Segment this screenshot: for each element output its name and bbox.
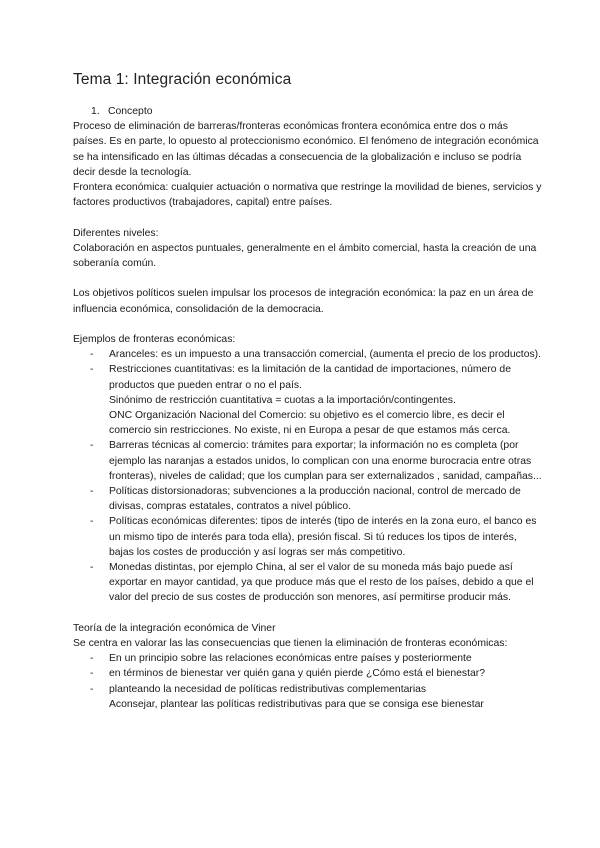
list-item-note: ONC Organización Nacional del Comercio: su objetivo es el comercio libre, es decir el comercio sin restricciones. No existe, ni en Europa a pesar de que estamos más cerca.: [109, 410, 511, 437]
examples-list: [73, 347, 543, 605]
list-item: - En un principio sobre las relaciones económicas entre países y posteriormente: [73, 651, 543, 666]
list-item: - Monedas distintas, por ejemplo China, al ser el valor de su moneda más bajo puede así exportar en mayor cantidad, ya que produce más que el resto de los países, debido a que el valor del precio de sus costes de producción son menores, así permitirse producir más.: [73, 560, 543, 606]
levels-paragraph: Colaboración en aspectos puntuales, generalmente en el ámbito comercial, hasta la creación de una soberanía común.: [73, 242, 537, 270]
section-number: 1.: [91, 106, 100, 117]
list-item: - Políticas distorsionadoras; subvenciones a la producción nacional, control de mercado de divisas, compras estatales, contratos a nivel público.: [73, 484, 543, 514]
viner-paragraph: Se centra en valorar las las consecuencias que tienen la eliminación de fronteras económicas:: [73, 638, 508, 650]
list-item: - Barreras técnicas al comercio: trámites para exportar; la información no es completa (por ejemplo las naranjas a estados unidos, lo complican con una enorme burocracia entre otras fronteras), niveles de calidad; que los cumplan para ser externalizados , sanidad, campañas...: [73, 438, 543, 484]
frontier-definition-paragraph: Frontera económica: cualquier actuación o normativa que restringe la movilidad de bienes, servicios y factores productivos (trabajadores, capital) entre países.: [73, 182, 542, 209]
list-item: - Aranceles: es un impuesto a una transacción comercial, (aumenta el precio de los productos).: [73, 347, 543, 362]
viner-heading: Teoría de la integración económica de Viner: [73, 622, 276, 634]
list-item-text: Restricciones cuantitativas: es la limitación de la cantidad de importaciones, número de productos que pueden entrar o no el país.: [109, 364, 511, 391]
list-item: - en términos de bienestar ver quién gana y quién pierde ¿Cómo está el bienestar?: [73, 666, 543, 681]
list-item-note: Sinónimo de restricción cuantitativa = cuotas a la importación/contingentes.: [109, 394, 456, 406]
section-heading-concepto: [73, 104, 543, 119]
section-heading-text: Concepto: [108, 106, 153, 117]
objectives-paragraph: Los objetivos políticos suelen impulsar los procesos de integración económica: la paz en un área de influencia económica, consolidación de la democracia.: [73, 288, 534, 315]
list-item-note: Aconsejar, plantear las políticas redistributivas para que se consiga ese bienestar: [109, 698, 484, 710]
levels-heading: Diferentes niveles:: [73, 227, 159, 239]
list-item-text: planteando la necesidad de políticas redistributivas complementarias: [109, 683, 427, 695]
concept-paragraph: Proceso de eliminación de barreras/fronteras económicas frontera económica entre dos o más países. Es en parte, lo opuesto al proteccionismo económico. El fenómeno de integración económica se ha intensificado en las últimas décadas a consecuencia de la globalización e incluso se podría decir desde la tecnología.: [73, 121, 539, 178]
list-item: - Políticas económicas diferentes: tipos de interés (tipo de interés en la zona euro, el banco es un mismo tipo de interés para toda ella), presión fiscal. Si tú reduces los tipos de interés, bajas los costes de producción y así logras ser más competitivo.: [73, 514, 543, 560]
list-item: [73, 682, 543, 712]
list-item: [73, 362, 543, 438]
examples-heading: Ejemplos de fronteras económicas:: [73, 334, 236, 345]
viner-list: [73, 651, 543, 712]
document-title: Tema 1: Integración económica: [73, 71, 292, 88]
document-body: [73, 104, 543, 712]
